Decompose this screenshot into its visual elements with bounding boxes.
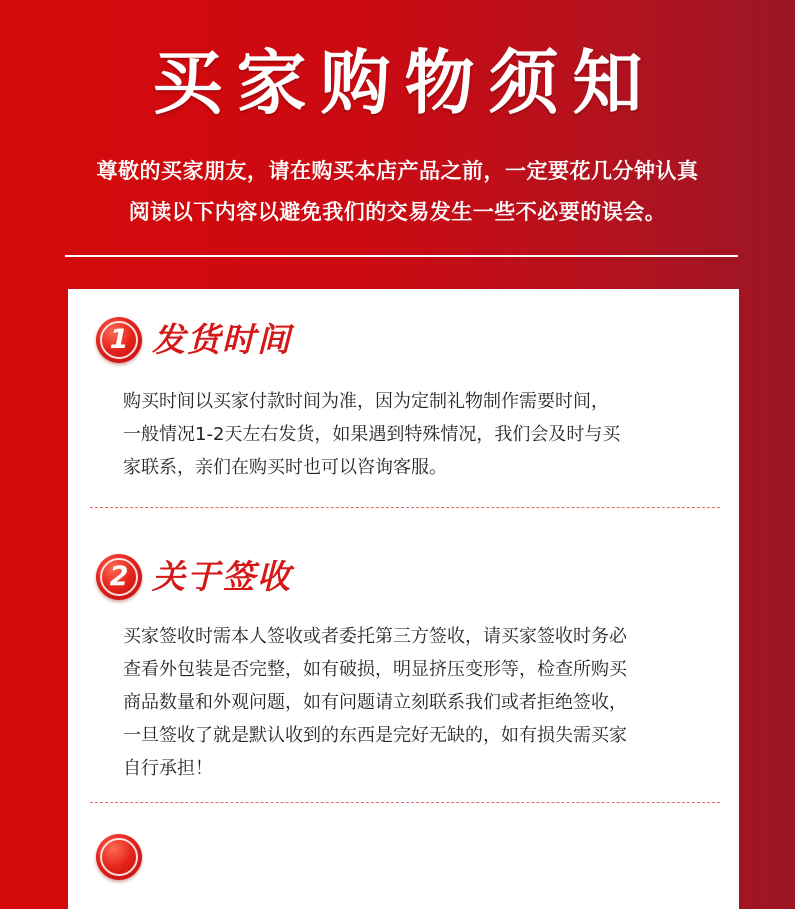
intro-line-2: 阅读以下内容以避免我们的交易发生一些不必要的误会。 [128,200,667,224]
section-2-header [96,551,292,603]
section-1-number: 1 [109,324,129,355]
section-1-line: 家联系，亲们在购买时也可以咨询客服。 [123,457,447,478]
section-2-line: 自行承担！ [123,758,213,779]
section-divider [90,507,720,508]
section-2-line: 买家签收时需本人签收或者委托第三方签收，请买家签收时务必 [123,626,627,647]
section-1-body [123,385,703,484]
section-2-body [123,620,703,785]
number-badge-icon [96,554,142,600]
number-badge-icon [96,317,142,363]
section-1-title: 发货时间 [152,320,292,359]
section-1-header [96,314,292,366]
section-3-header [96,831,142,883]
section-2-line: 商品数量和外观问题，如有问题请立刻联系我们或者拒绝签收， [123,692,627,713]
header-divider [65,255,738,257]
section-2-title: 关于签收 [152,557,292,596]
page-title: 买家购物须知 [152,42,657,124]
section-1-line: 购买时间以买家付款时间为准，因为定制礼物制作需要时间， [123,391,609,412]
section-2-line: 一旦签收了就是默认收到的东西是完好无缺的，如有损失需买家 [123,725,627,746]
section-2-number: 2 [109,561,129,592]
section-2-line: 查看外包装是否完整，如有破损，明显挤压变形等，检查所购买 [123,659,627,680]
intro-line-1: 尊敬的买家朋友，请在购买本店产品之前，一定要花几分钟认真 [96,159,699,183]
number-badge-icon [96,834,142,880]
notice-panel [68,289,739,909]
section-divider [90,802,720,803]
section-1-line: 一般情况1-2天左右发货，如果遇到特殊情况，我们会及时与买 [123,424,621,445]
